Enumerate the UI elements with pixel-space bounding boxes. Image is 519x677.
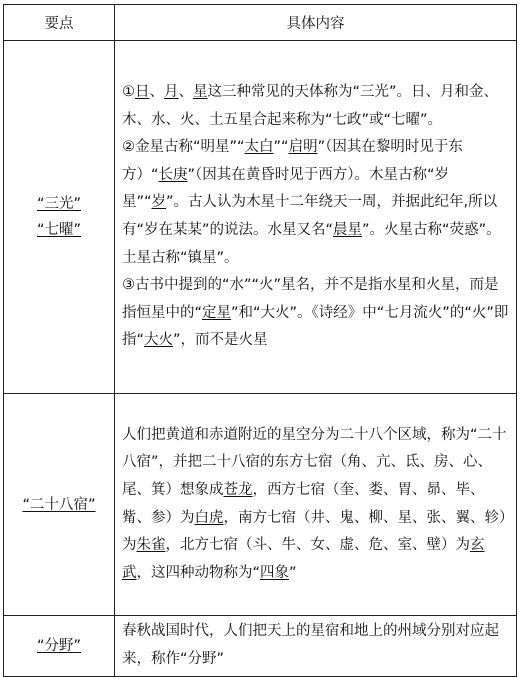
text-segment: ”: [289, 564, 297, 581]
text-segment: ”。火星古称“荧惑”。土星古称“镇星”。: [122, 222, 501, 266]
row-key-cell: [4, 394, 115, 616]
row-key-term: “分野”: [36, 638, 82, 654]
underlined-term: 岁: [151, 194, 167, 211]
underlined-term: 白虎: [194, 509, 224, 526]
text-segment: ，南方七宿（井、鬼、柳、星、张、翼、轸）为: [122, 509, 507, 554]
text-segment: ①: [122, 84, 135, 101]
underlined-term: 四象: [260, 564, 290, 581]
underlined-term: 大火: [144, 332, 174, 349]
text-segment: 、: [178, 84, 193, 101]
row-key-term: “二十八宿”: [22, 496, 96, 513]
row-key-line: [4, 191, 114, 217]
text-segment: ，这四种动物称为“: [136, 564, 261, 581]
underlined-term: 启明: [288, 139, 318, 156]
row-key-line: [4, 633, 114, 659]
header-row: [4, 5, 517, 41]
content-paragraph: [122, 618, 510, 673]
table-row: [4, 41, 517, 394]
header-value-cell: 具体内容: [115, 5, 517, 41]
text-segment: 人们把黄道和赤道附近的星空分为二十八个区域，称为“二十八宿”，并把二十八宿的东方七宿（角、亢、氐、房、心、尾、箕）想象成: [122, 426, 507, 498]
text-segment: 这三种常见的天体称为“三光”。日、月和金、木、水、火、土五星合起来称为“七政”或“七曜”。: [122, 84, 499, 128]
underlined-term: 玄武: [122, 537, 485, 581]
row-key-line: [4, 217, 114, 243]
row-content-cell: [115, 394, 517, 616]
underlined-term: 太白: [244, 139, 274, 156]
row-key-cell: [4, 41, 115, 394]
row-content-cell: [115, 41, 517, 394]
text-segment: ”，而不是火星: [173, 332, 268, 349]
row-key: [4, 633, 114, 659]
row-key: [4, 191, 114, 243]
row-key-cell: [4, 616, 115, 677]
table-row: [4, 394, 517, 616]
text-segment: ②金星古称“明星”“: [122, 139, 245, 156]
underlined-term: 晨星: [333, 222, 363, 238]
text-segment: ”“: [273, 139, 289, 156]
row-content-cell: [115, 616, 517, 677]
underlined-term: 月: [164, 84, 179, 101]
row-key-term: “三光”: [36, 196, 82, 212]
underlined-term: 星: [193, 84, 208, 101]
underlined-term: 定星: [202, 304, 232, 321]
underlined-term: 长庚: [158, 166, 188, 183]
text-segment: ”。古人认为木星十二年绕天一周，并据此纪年,所以有“岁在某某”的说法。水星又名“: [122, 194, 498, 238]
underlined-term: 日: [135, 84, 150, 101]
table-row: [4, 616, 517, 677]
underlined-term: 朱雀: [136, 537, 166, 554]
text-segment: ”（因其在黄昏时见于西方）。木星古称“岁星”“: [122, 166, 450, 211]
underlined-term: 苍龙: [223, 481, 253, 498]
content-paragraph: [122, 134, 510, 272]
header-key-cell: 要点: [4, 5, 115, 41]
row-key-line: [4, 492, 114, 518]
text-segment: ”和“大火”。《诗经》中“七月流火”的“火”即指“: [122, 304, 509, 349]
text-segment: ，西方七宿（奎、娄、胃、昴、毕、觜、参）为: [122, 481, 485, 526]
content-paragraph: [122, 79, 510, 134]
text-segment: ，北方七宿（斗、牛、女、虚、危、室、壁）为: [165, 537, 470, 554]
astronomy-table: [3, 4, 517, 677]
text-segment: ③古书中提到的“水”“火”星名，并不是指水星和火星，而是指恒星中的“: [122, 277, 499, 321]
text-segment: ”（因其在黎明时见于东方）“: [122, 139, 463, 183]
text-segment: 春秋战国时代，人们把天上的星宿和地上的州域分别对应起来，称作“分野”: [122, 623, 499, 667]
row-key: [4, 492, 114, 518]
text-segment: 、: [149, 84, 164, 101]
content-paragraph: [122, 272, 510, 355]
row-key-term: “七曜”: [36, 222, 82, 238]
content-paragraph: [122, 422, 510, 588]
